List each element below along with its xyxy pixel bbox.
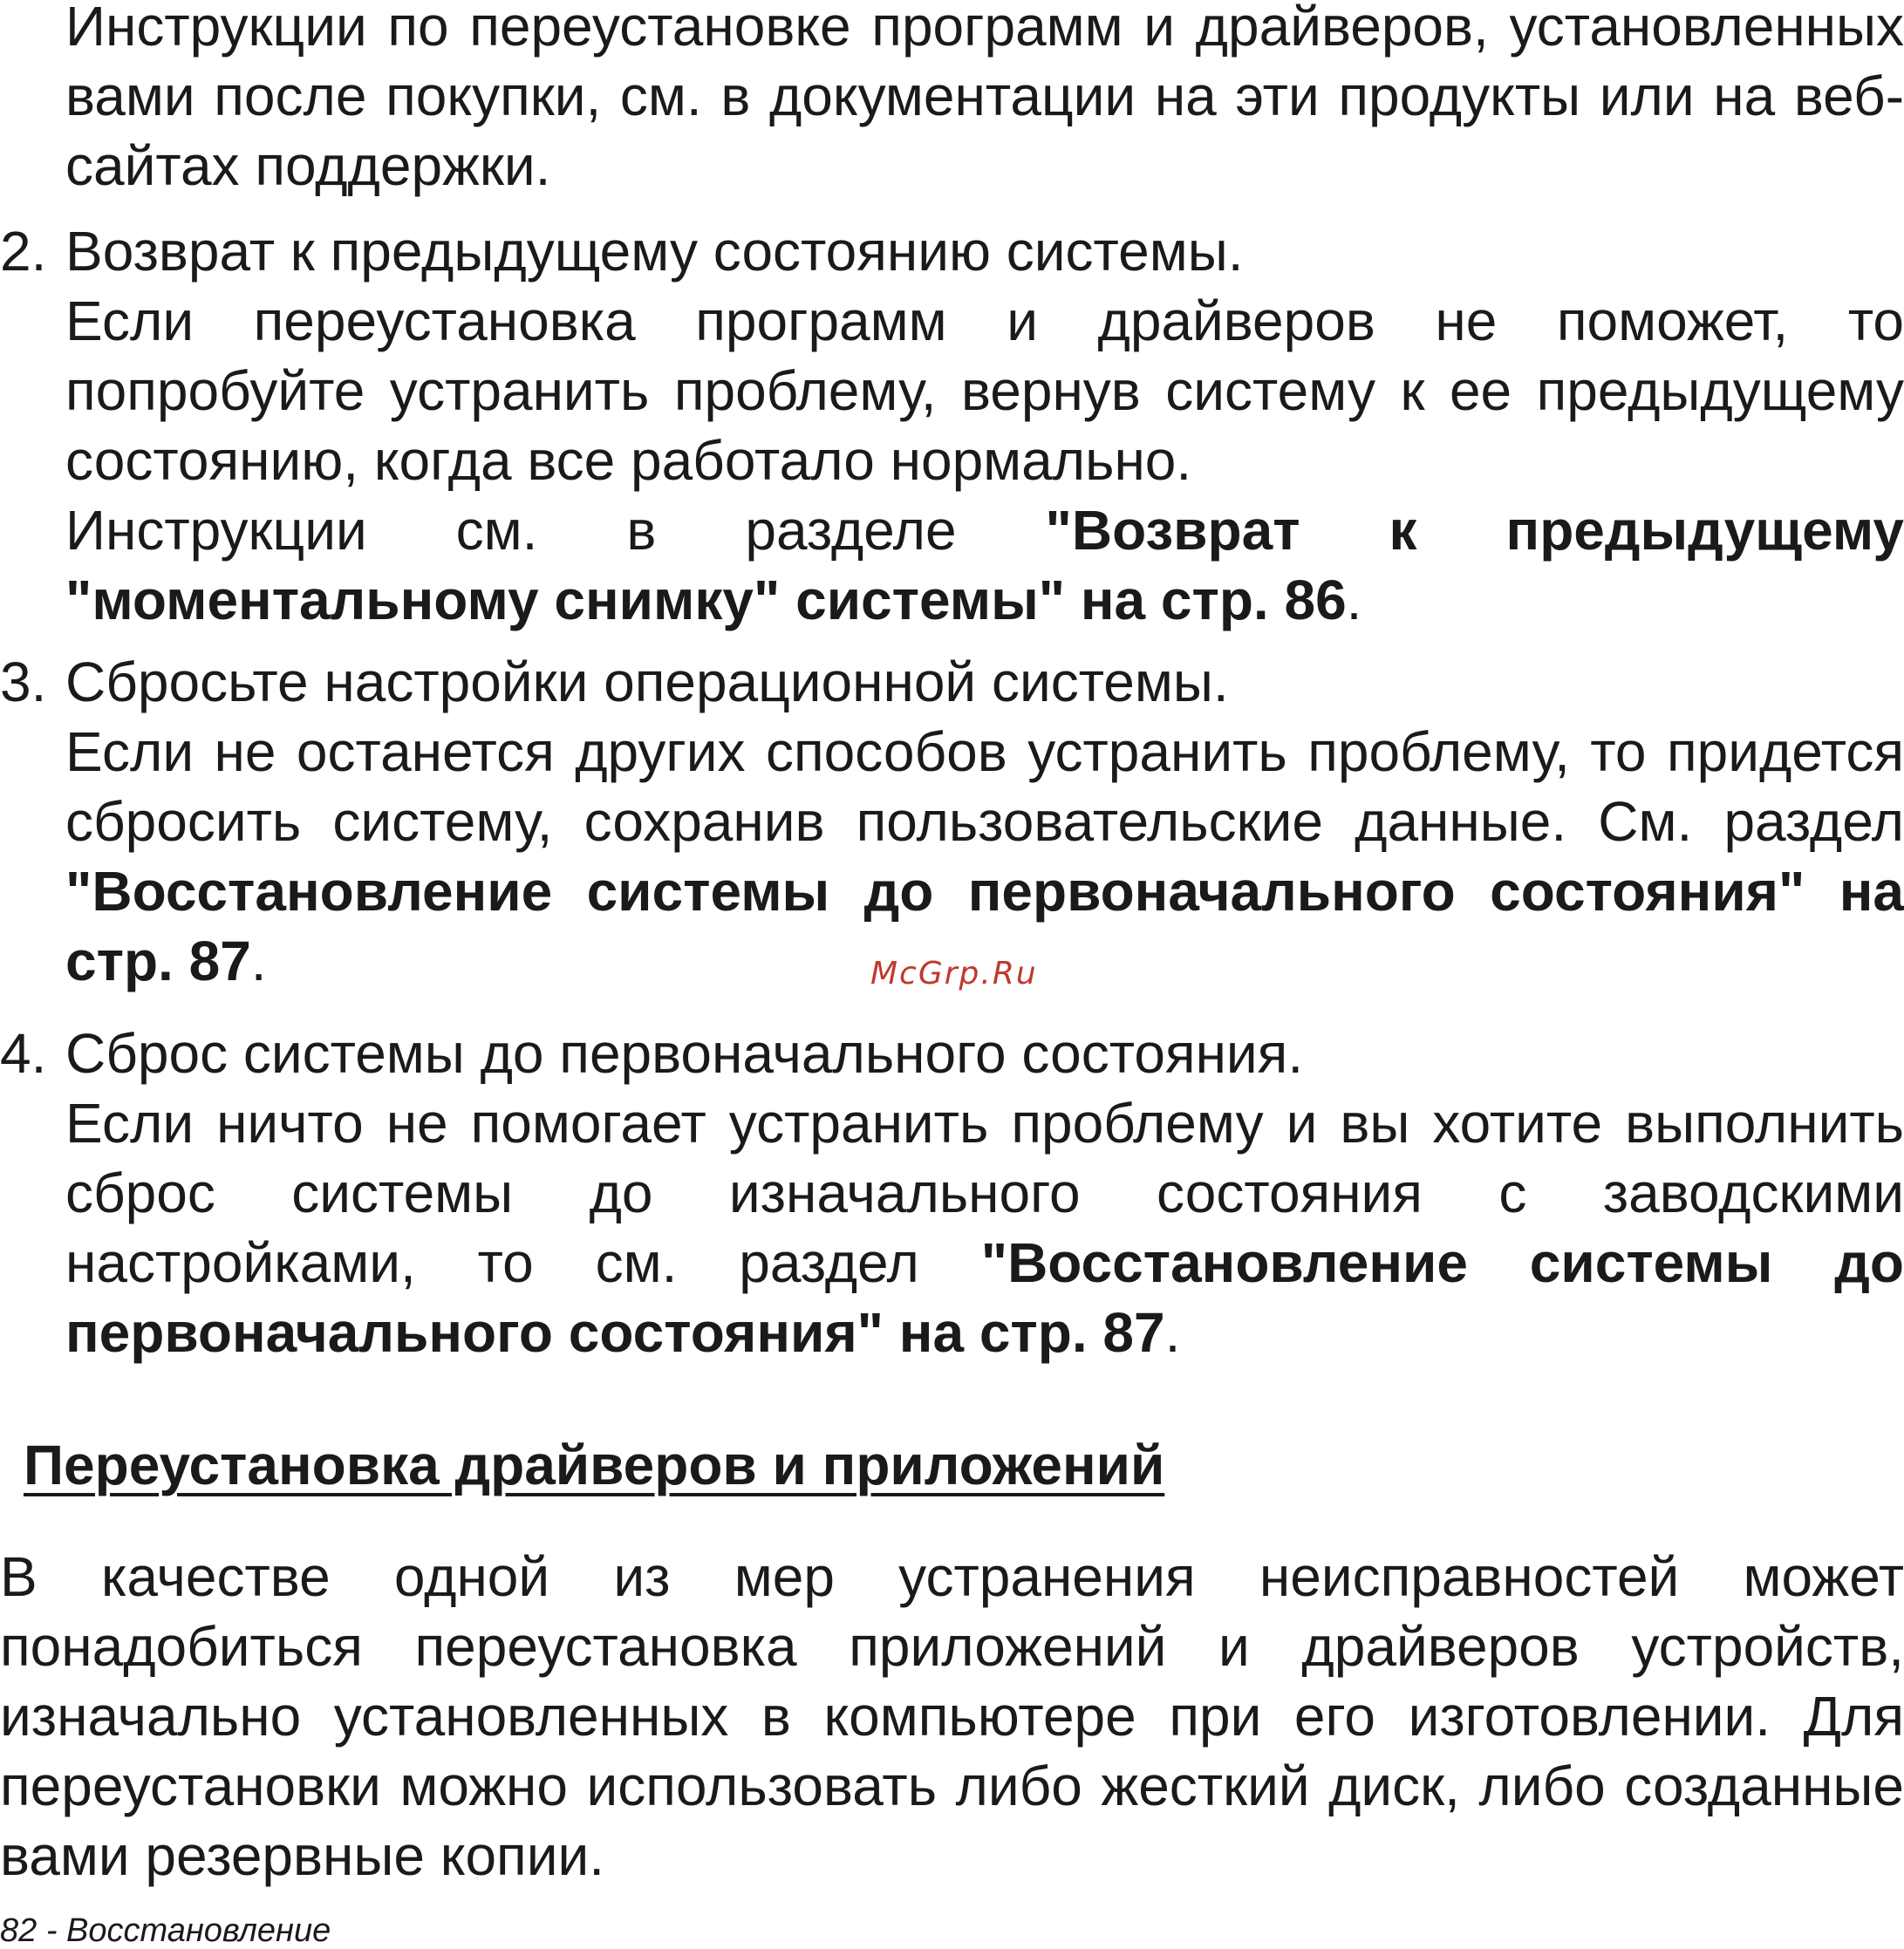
list-item-title: Сбросьте настройки операционной системы. (65, 651, 1229, 713)
list-item-4-body (65, 1088, 1904, 1367)
reference-prefix: Инструкции см. в разделе (65, 499, 1046, 562)
list-number: 2. (0, 220, 47, 283)
list-item-title: Сброс системы до первоначального состояния. (65, 1022, 1304, 1085)
intro-paragraph: Инструкции по переустановке программ и драйверов, установленных вами после покупки, см. в документации на эти продукты или на веб-сайтах поддержки. (65, 0, 1904, 197)
reference-suffix: . (250, 930, 267, 992)
cross-reference-link[interactable]: "Восстановление системы до первоначального состояния" на стр. 87 (65, 860, 1904, 992)
list-item-3-body (65, 717, 1904, 996)
cross-reference-link[interactable]: "Возврат к предыдущему "моментальному снимку" системы" на стр. 86 (65, 499, 1904, 631)
section-heading: Переустановка драйверов и приложений (24, 1434, 1165, 1496)
list-item-2-title (0, 216, 1904, 286)
list-number: 4. (0, 1022, 47, 1085)
list-item-2-reference (65, 495, 1904, 635)
body-text: Если не останется других способов устранить проблему, то придется сбросить систему, сохранив пользовательские данные. См. раздел (65, 720, 1904, 853)
list-item-title: Возврат к предыдущему состоянию системы. (65, 220, 1244, 283)
cross-reference-link[interactable]: "Восстановление системы до первоначального состояния" на стр. 87 (65, 1231, 1904, 1364)
list-number: 3. (0, 651, 47, 713)
page-footer: 82 - Восстановление (0, 1912, 331, 1949)
body-text: Если ничто не помогает устранить проблему и вы хотите выполнить сброс системы до изначального состояния с заводскими настройками, то см. раздел (65, 1092, 1904, 1294)
reference-suffix: . (1164, 1301, 1181, 1364)
watermark: McGrp.Ru (870, 956, 1038, 992)
list-item-2-body: Если переустановка программ и драйверов не поможет, то попробуйте устранить проблему, вернув систему к ее предыдущему состоянию, когда все работало нормально. (65, 290, 1904, 492)
reference-suffix: . (1346, 569, 1362, 631)
list-item-3-title (0, 647, 1904, 717)
section-paragraph: В качестве одной из мер устранения неисправностей может понадобиться переустановка приложений и драйверов устройств, изначально установленных в компьютере при его изготовлении. Для переустановки можно использовать либо жесткий диск, либо созданные вами резервные копии. (0, 1545, 1904, 1887)
list-item-4-title (0, 1019, 1904, 1088)
